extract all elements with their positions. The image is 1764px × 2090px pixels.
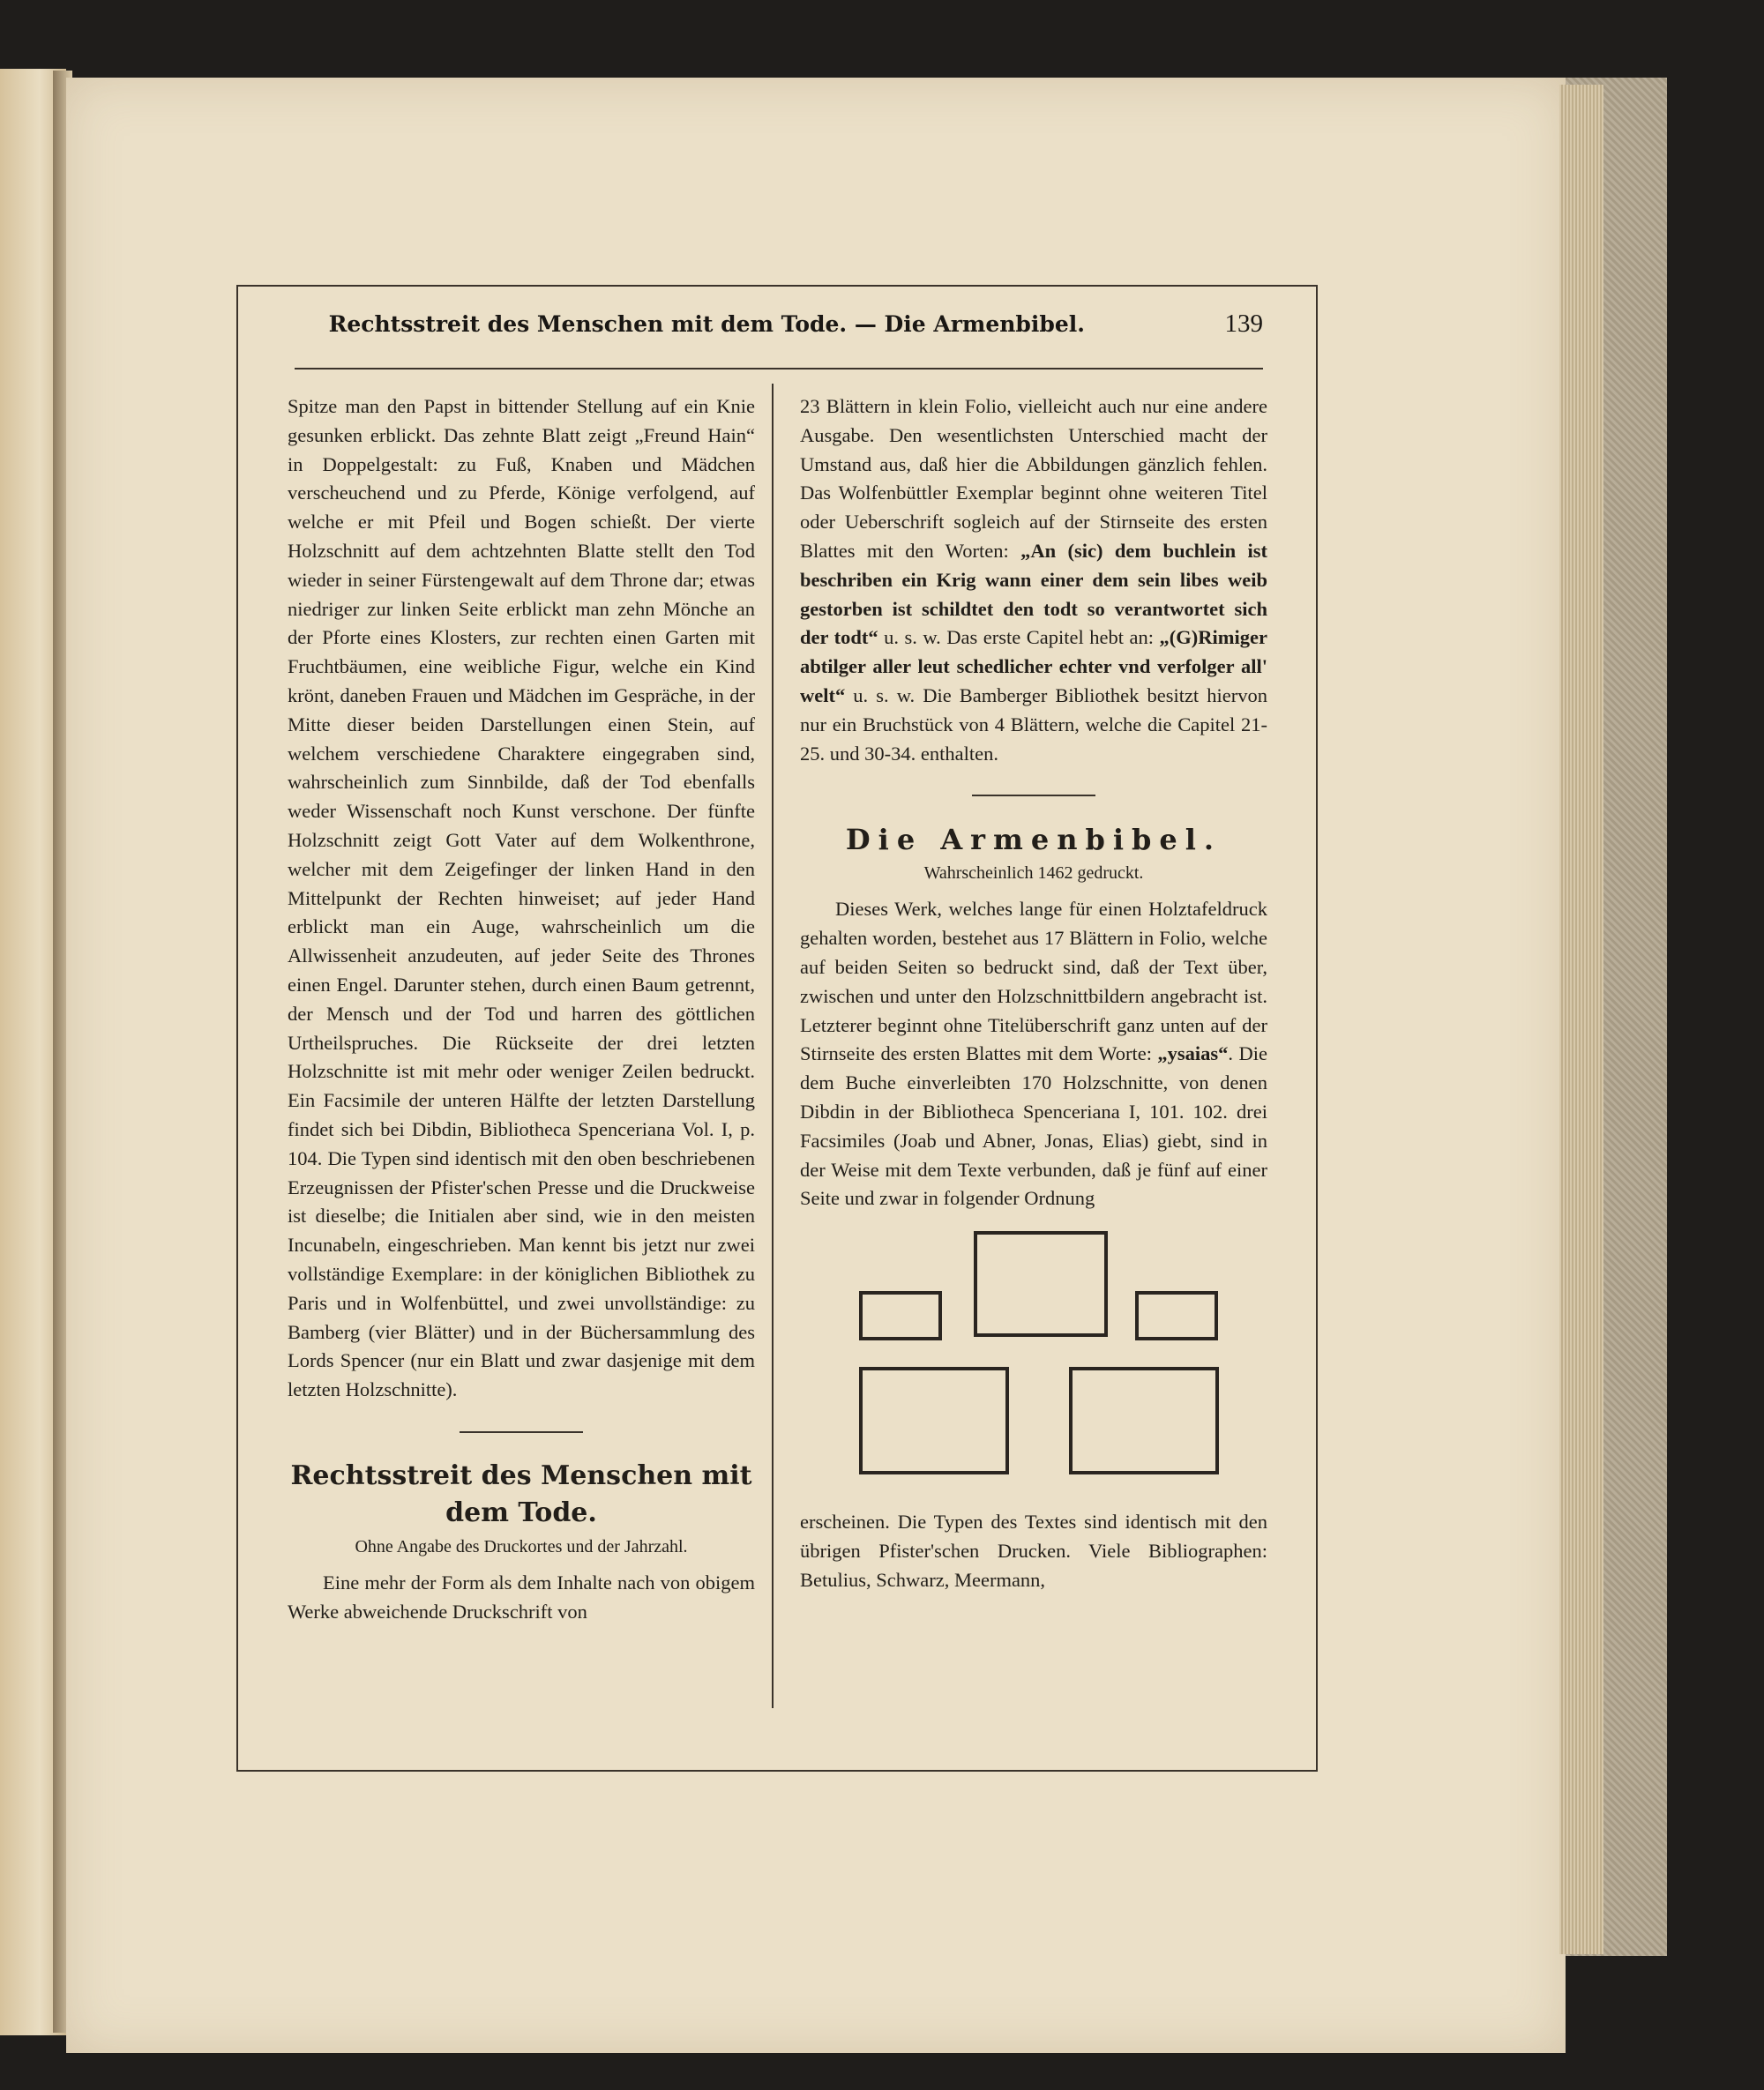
section-separator bbox=[460, 1431, 583, 1433]
section-subtitle-armenbibel: Wahrscheinlich 1462 gedruckt. bbox=[923, 863, 1144, 884]
running-title: Rechtsstreit des Menschen mit dem Tode. — Die Armenbibel. bbox=[328, 311, 1085, 337]
section-subtitle-rechtsstreit: Ohne Angabe des Druckortes und der Jahrzahl. bbox=[355, 1536, 688, 1556]
section-title-armenbibel: Die Armenbibel. bbox=[845, 823, 1222, 857]
diagram-box-top-right bbox=[1135, 1291, 1218, 1340]
diagram-box-top-center bbox=[974, 1231, 1108, 1337]
page-fore-edge bbox=[1559, 85, 1603, 1954]
right-paragraph-2-start: Dieses Werk, welches lange für einen Holztafeldruck gehalten worden, bestehet aus 17 Blättern in Folio, welche auf beiden Seiten so bedruckt sind, daß der Text über, zwischen und unter den Holzschnittbildern angebracht ist. Letzterer beginnt ohne Titelüberschrift ganz unten auf der Stirnseite des ersten Blattes mit dem Worte: bbox=[800, 898, 1267, 1065]
right-paragraph-2 bbox=[800, 895, 1267, 1213]
right-paragraph-3: erscheinen. Die Typen des Textes sind identisch mit den übrigen Pfister'schen Drucken. Viele Bibliographen: Betulius, Schwarz, Meermann, bbox=[800, 1511, 1267, 1591]
right-paragraph-1 bbox=[800, 392, 1267, 768]
section-separator bbox=[972, 795, 1095, 796]
right-paragraph-2-end: . Die dem Buche einverleibten 170 Holzschnitte, von denen Dibdin in der Bibliotheca Spenceriana I, 101. 102. drei Facsimiles (Joab und Abner, Jonas, Elias) giebt, sind in der Weise mit dem Texte verbunden, daß je fünf auf einer Seite und zwar in folgender Ordnung bbox=[800, 1042, 1267, 1210]
left-column bbox=[288, 392, 755, 1626]
left-paragraph-2: Eine mehr der Form als dem Inhalte nach von obigem Werke abweichende Druckschrift von bbox=[288, 1571, 755, 1623]
page-number: 139 bbox=[1224, 310, 1263, 338]
column-divider bbox=[772, 384, 774, 1708]
right-paragraph-1-mid: u. s. w. Das erste Capitel hebt an: bbox=[878, 626, 1160, 649]
diagram-box-bottom-left bbox=[859, 1367, 1009, 1474]
diagram-box-bottom-right bbox=[1069, 1367, 1219, 1474]
left-paragraph-1: Spitze man den Papst in bittender Stellung auf ein Knie gesunken erblickt. Das zehnte Blatt zeigt „Freund Hain“ in Doppelgestalt: zu Fuß, Knaben und Mädchen verscheuchend und zu Pferde, Könige verfolgend, auf welche er mit Pfeil und Bogen schießt. Der vierte Holzschnitt auf dem achtzehnten Blatte stellt den Tod wieder in seiner Fürstengewalt auf dem Throne dar; etwas niedriger zur linken Seite erblickt man zehn Mönche an der Pforte eines Klosters, zur rechten einen Garten mit Fruchtbäumen, eine weibliche Figur, welche ein Kind krönt, daneben Frauen und Mädchen im Gespräche, in der Mitte dieser beiden Darstellungen einen Stein, auf welchem verschiedene Charaktere eingegraben sind, wahrscheinlich zum Sinnbilde, daß der Tod ebenfalls weder Wissenschaft noch Kunst verschone. Der fünfte Holzschnitt zeigt Gott Vater auf dem Wolkenthrone, welcher mit dem Zeigefinger der linken Hand in den Mittelpunkt der Rechten hinweiset; auf jeder Hand erblickt man ein Auge, wahrscheinlich um die Allwissenheit anzudeuten, auf jeder Seite des Thrones einen Engel. Darunter stehen, durch einen Baum getrennt, der Mensch und der Tod und harren des göttlichen Urtheilspruches. Die Rückseite der drei letzten Holzschnitte ist mit mehr oder weniger Zeilen bedruckt. Ein Facsimile der unteren Hälfte der letzten Darstellung findet sich bei Dibdin, Bibliotheca Spenceriana Vol. I, p. 104. Die Typen sind identisch mit den oben beschriebenen Erzeugnissen der Pfister'schen Presse und die Druckweise ist dieselbe; die Initialen aber sind, wie in den meisten Incunabeln, eingeschrieben. Man kennt bis jetzt nur zwei vollständige Exemplare: in der königlichen Bibliothek zu Paris und in Wolfenbüttel, und zwei unvollständige: zu Bamberg (vier Blätter) und in der Büchersammlung des Lords Spencer (nur ein Blatt und zwar dasjenige mit dem letzten Holzschnitte). bbox=[288, 395, 755, 1401]
section-title-rechtsstreit: Rechtsstreit des Menschen mit dem Tode. bbox=[290, 1459, 752, 1528]
quote-incipit: „An (sic) dem buchlein ist beschriben ein Krig wann einer dem sein libes weib gestorben ist schildtet den todt so verantwortet sich der todt“ bbox=[800, 539, 1267, 649]
right-paragraph-1-start: 23 Blättern in klein Folio, vielleicht auch nur eine andere Ausgabe. Den wesentlichsten Unterschied macht der Umstand aus, daß hier die Abbildungen gänzlich fehlen. Das Wolfenbüttler Exemplar beginnt ohne weiteren Titel oder Ueberschrift sogleich auf der Stirnseite des ersten Blattes mit den Worten: bbox=[800, 395, 1267, 562]
word-ysaias: „ysaias“ bbox=[1157, 1042, 1229, 1065]
right-column bbox=[800, 392, 1267, 1595]
quote-chapter-one: „(G)Rimiger abtilger aller leut schedlicher echter vnd verfolger all' welt“ bbox=[800, 626, 1267, 706]
right-paragraph-1-end: u. s. w. Die Bamberger Bibliothek besitzt hiervon nur ein Bruchstück von 4 Blättern, welche die Capitel 21-25. und 30-34. enthalten. bbox=[800, 683, 1267, 765]
diagram-box-top-left bbox=[859, 1291, 942, 1340]
header-rule bbox=[295, 368, 1263, 369]
text-frame bbox=[236, 285, 1318, 1772]
woodcut-layout-diagram bbox=[840, 1231, 1228, 1496]
